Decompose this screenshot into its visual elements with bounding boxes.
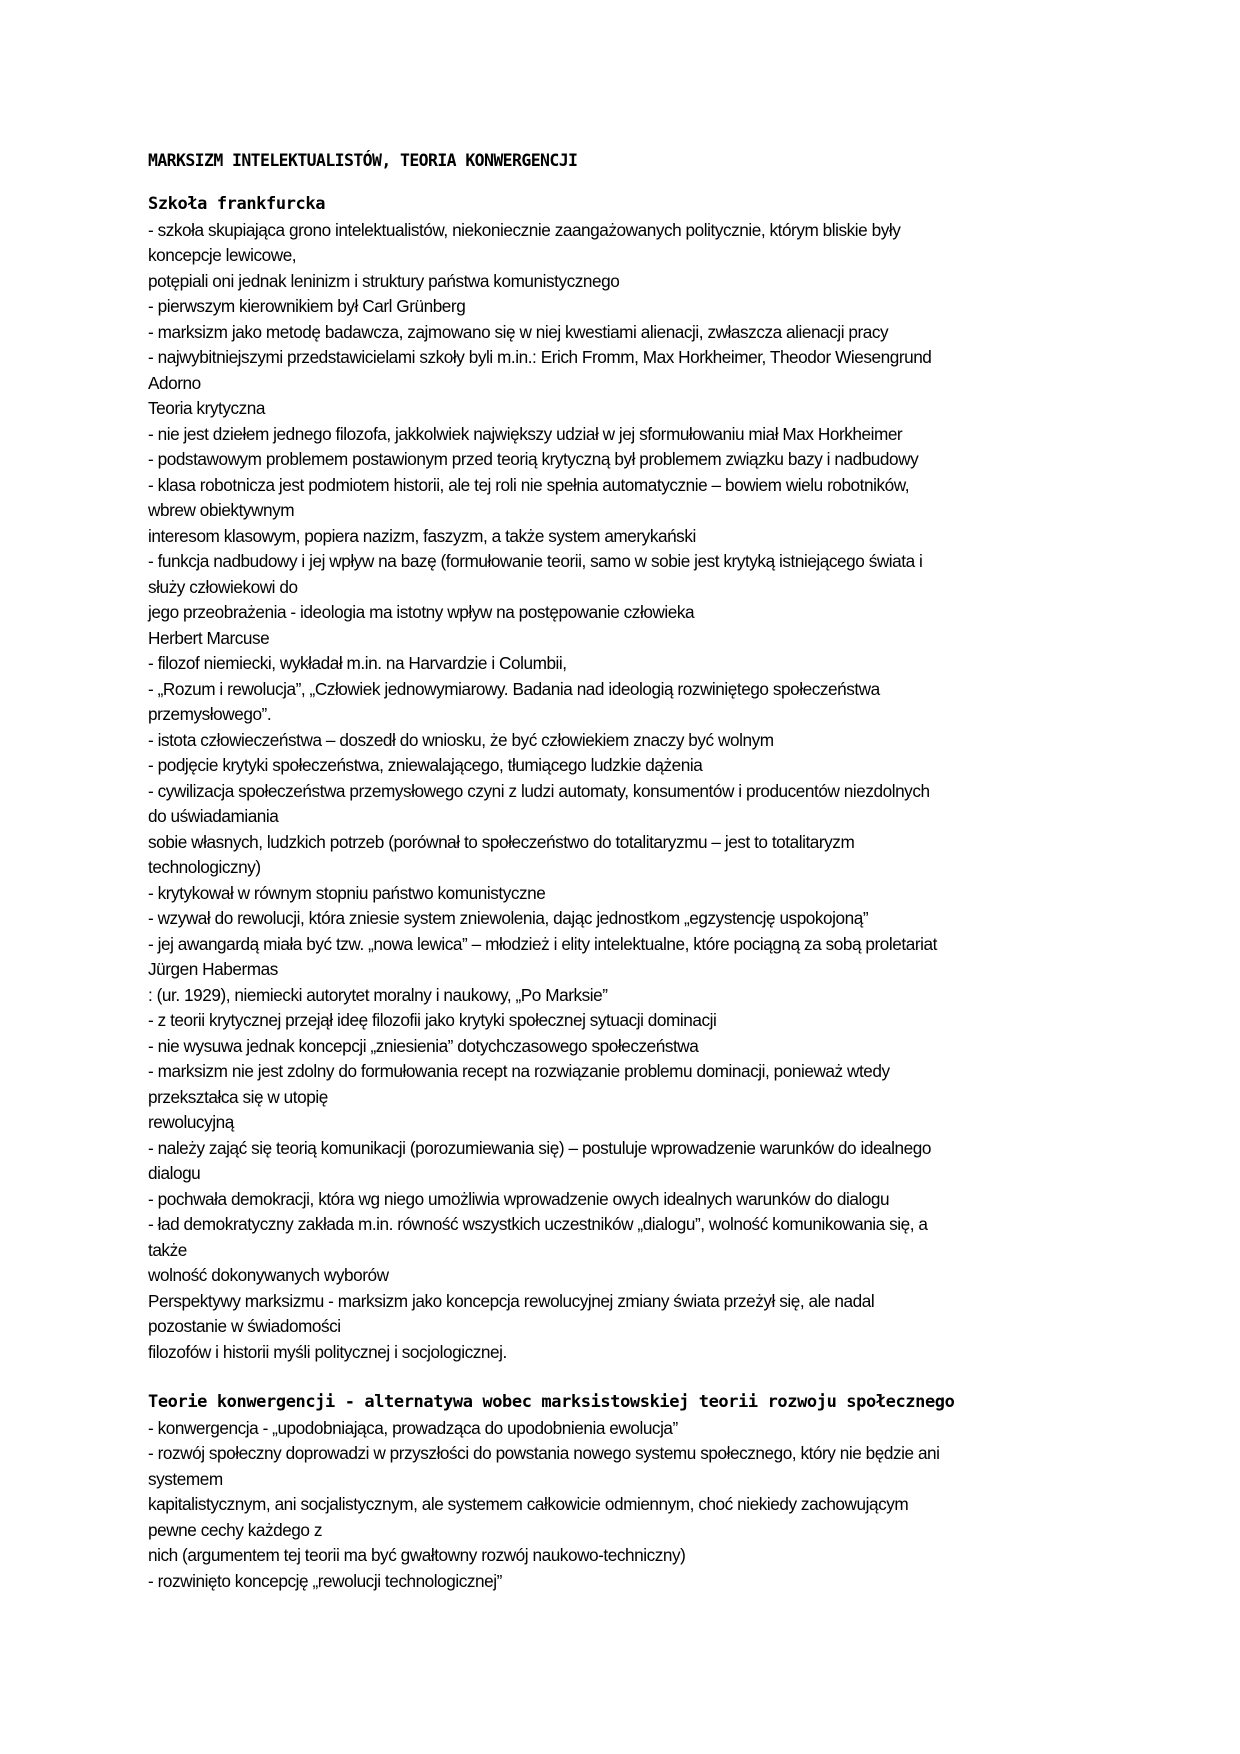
text-line: wolność dokonywanych wyborów — [148, 1265, 389, 1285]
text-line: - marksizm nie jest zdolny do formułowania recept na rozwiązanie problemu dominacji, ponieważ wtedy — [148, 1061, 890, 1081]
text-line: do uświadamiania — [148, 806, 279, 826]
text-line: - istota człowieczeństwa – doszedł do wniosku, że być człowiekiem znaczy być wolnym — [148, 729, 774, 750]
section-convergence-theories-text — [148, 1416, 1098, 1595]
text-line: także — [148, 1239, 187, 1260]
text-line: Teoria krytyczna — [148, 398, 265, 418]
text-line: pozostanie w świadomości — [148, 1316, 341, 1336]
text-line: - rozwinięto koncepcję „rewolucji technologicznej” — [148, 1570, 502, 1591]
text-line: Jürgen Habermas — [148, 959, 278, 979]
document-title: MARKSIZM INTELEKTUALISTÓW, TEORIA KONWERGENCJI — [148, 151, 578, 170]
text-line: kapitalistycznym, ani socjalistycznym, ale systemem całkowicie odmiennym, choć niekiedy zachowującym — [148, 1494, 909, 1514]
text-line: - podjęcie krytyki społeczeństwa, zniewalającego, tłumiącego ludzkie dążenia — [148, 755, 703, 775]
text-line: - podstawowym problemem postawionym przed teorią krytyczną był problemem związku bazy i nadbudowy — [148, 449, 919, 469]
text-line: potępiali oni jednak leninizm i struktury państwa komunistycznego — [148, 270, 620, 291]
text-line: - ład demokratyczny zakłada m.in. równość wszystkich uczestników „dialogu”, wolność komunikowania się, a — [148, 1214, 928, 1234]
text-line: - szkoła skupiająca grono intelektualistów, niekoniecznie zaangażowanych politycznie, którym bliskie były — [148, 219, 901, 240]
text-line: Herbert Marcuse — [148, 627, 270, 648]
text-line: interesom klasowym, popiera nazizm, faszyzm, a także system amerykański — [148, 525, 696, 546]
text-line: Adorno — [148, 372, 201, 393]
text-line: sobie własnych, ludzkich potrzeb (porównał to społeczeństwo do totalitaryzmu – jest to totalitaryzm — [148, 831, 855, 852]
text-line: Perspektywy marksizmu - marksizm jako koncepcja rewolucyjnej zmiany świata przeżył się, ale nadal — [148, 1290, 875, 1311]
text-line: przekształca się w utopię — [148, 1086, 328, 1107]
text-line: - z teorii krytycznej przejął ideę filozofii jako krytyki społecznej sytuacji dominacji — [148, 1010, 717, 1030]
section-frankfurt-school-text — [148, 218, 1098, 1366]
text-line: : (ur. 1929), niemiecki autorytet moralny i naukowy, „Po Marksie” — [148, 984, 608, 1005]
text-line: - marksizm jako metodę badawcza, zajmowano się w niej kwestiami alienacji, zwłaszcza alienacji pracy — [148, 321, 889, 342]
text-line: wbrew obiektywnym — [148, 500, 295, 520]
text-line: przemysłowego”. — [148, 704, 272, 724]
text-line: - należy zająć się teorią komunikacji (porozumiewania się) – postuluje wprowadzenie warunków do idealnego — [148, 1137, 931, 1158]
text-line: - „Rozum i rewolucja”, „Człowiek jednowymiarowy. Badania nad ideologią rozwiniętego społeczeństwa — [148, 678, 880, 699]
section-heading-convergence-theories: Teorie konwergencji - alternatywa wobec marksistowskiej teorii rozwoju społecznego — [148, 1392, 955, 1412]
text-line: nich (argumentem tej teorii ma być gwałtowny rozwój naukowo-techniczny) — [148, 1545, 686, 1565]
text-line: - konwergencja - „upodobniająca, prowadząca do upodobnienia ewolucja” — [148, 1417, 678, 1438]
text-line: rewolucyjną — [148, 1112, 234, 1132]
text-line: koncepcje lewicowe, — [148, 245, 297, 265]
text-line: jego przeobrażenia - ideologia ma istotny wpływ na postępowanie człowieka — [148, 602, 695, 622]
text-line: - rozwój społeczny doprowadzi w przyszłości do powstania nowego systemu społecznego, który nie będzie ani — [148, 1443, 940, 1463]
text-line: - wzywał do rewolucji, która zniesie system zniewolenia, dając jednostkom „egzystencję uspokojoną” — [148, 908, 869, 928]
text-line: - nie jest dziełem jednego filozofa, jakkolwiek największy udział w jej sformułowaniu miał Max Horkheimer — [148, 423, 903, 444]
text-line: dialogu — [148, 1163, 201, 1183]
text-line: pewne cechy każdego z — [148, 1519, 322, 1540]
text-line: technologiczny) — [148, 857, 261, 877]
text-line: - pierwszym kierownikiem był Carl Grünberg — [148, 296, 466, 316]
text-line: - funkcja nadbudowy i jej wpływ na bazę (formułowanie teorii, samo w sobie jest krytyką istniejącego świata i — [148, 551, 923, 571]
text-line: filozofów i historii myśli politycznej i socjologicznej. — [148, 1341, 507, 1362]
text-line: - klasa robotnicza jest podmiotem historii, ale tej roli nie spełnia automatycznie – bowiem wielu robotników, — [148, 474, 910, 495]
text-line: - najwybitniejszymi przedstawicielami szkoły byli m.in.: Erich Fromm, Max Horkheimer, Theodor Wiesengrund — [148, 347, 932, 367]
text-line: - krytykował w równym stopniu państwo komunistyczne — [148, 882, 546, 903]
document-body — [148, 148, 1098, 1594]
text-line: - cywilizacja społeczeństwa przemysłowego czyni z ludzi automaty, konsumentów i producentów niezdolnych — [148, 780, 930, 801]
text-line: - filozof niemiecki, wykładał m.in. na Harvardzie i Columbii, — [148, 653, 567, 673]
text-line: systemem — [148, 1468, 223, 1489]
section-heading-frankfurt-school: Szkoła frankfurcka — [148, 194, 326, 214]
text-line: - jej awangardą miała być tzw. „nowa lewica” – młodzież i elity intelektualne, które pociągną za sobą proletariat — [148, 933, 937, 954]
text-line: służy człowiekowi do — [148, 576, 298, 597]
text-line: - pochwała demokracji, która wg niego umożliwia wprowadzenie owych idealnych warunków do dialogu — [148, 1188, 890, 1209]
text-line: - nie wysuwa jednak koncepcji „zniesienia” dotychczasowego społeczeństwa — [148, 1035, 699, 1056]
